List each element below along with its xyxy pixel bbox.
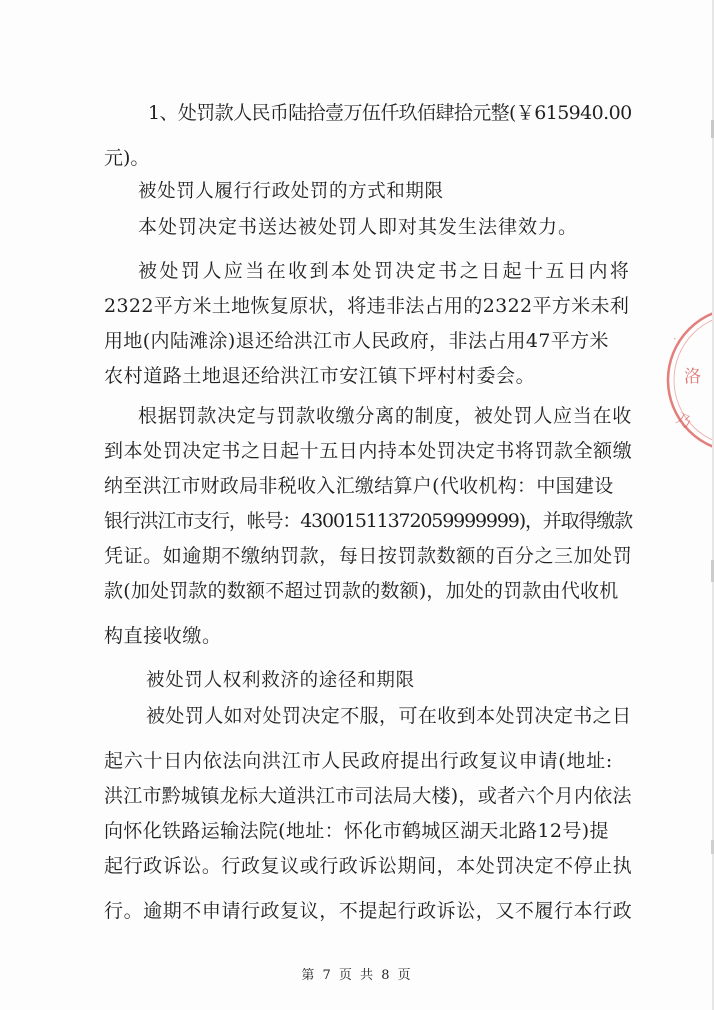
paragraph-line: 构直接收缴。: [104, 625, 222, 647]
paragraph-line: 2322平方米土地恢复原状，将违非法占用的2322平方米未利: [104, 295, 630, 317]
paragraph-line: 凭证。如逾期不缴纳罚款，每日按罚款数额的百分之三加处罚: [104, 545, 633, 567]
paragraph-line: 农村道路土地退还给洪江市安江镇下坪村村委会。: [104, 365, 536, 387]
section-heading-remedy: 被处罚人权利救济的途径和期限: [146, 670, 415, 691]
paragraph-line: 洪江市黔城镇龙标大道洪江市司法局大楼)，或者六个月内依法: [104, 785, 632, 807]
svg-text:乃: 乃: [672, 409, 695, 432]
official-seal-stamp: [662, 300, 714, 460]
paragraph-line: 被处罚人应当在收到本处罚决定书之日起十五日内将: [138, 260, 632, 282]
paragraph-line: 银行洪江市支行，帐号：43001511372059999999)，并取得缴款: [104, 510, 632, 532]
page-number-footer: 第 7 页 共 8 页: [301, 968, 413, 983]
seal-character: 洛: [684, 367, 701, 387]
paragraph-line: 行。逾期不申请行政复议，不提起行政诉讼，又不履行本行政: [104, 900, 633, 922]
paragraph-line: 用地(内陆滩涂)退还给洪江市人民政府，非法占用47平方米: [104, 330, 609, 352]
penalty-item-line-continued: 元)。: [104, 147, 150, 169]
paragraph-line: 纳至洪江市财政局非税收入汇缴结算户(代收机构：中国建设: [104, 475, 614, 497]
penalty-item-line: 1、处罚款人民币陆拾壹万伍仟玖佰肆拾元整(￥615940.00: [148, 102, 632, 124]
paragraph-line: 根据罚款决定与罚款收缴分离的制度，被处罚人应当在收: [138, 405, 633, 427]
svg-text:·: ·: [669, 332, 681, 346]
paragraph-line: 款(加处罚款的数额不超过罚款的数额)，加处的罚款由代收机: [104, 580, 619, 602]
paragraph-line: 到本处罚决定书之日起十五日内持本处罚决定书将罚款全额缴: [104, 440, 633, 462]
paragraph-line: 被处罚人如对处罚决定不服，可在收到本处罚决定书之日: [146, 705, 632, 727]
paragraph-line: 向怀化铁路运输法院(地址：怀化市鹤城区湖天北路12号)提: [104, 820, 609, 842]
scan-edge-marks: [710, 0, 714, 1010]
paragraph-line: 本处罚决定书送达被处罚人即对其发生法律效力。: [138, 216, 579, 238]
paragraph-line: 起六十日内依法向洪江市人民政府提出行政复议申请(地址:: [104, 750, 614, 772]
paragraph-line: 起行政诉讼。行政复议或行政诉讼期间，本处罚决定不停止执: [104, 855, 633, 877]
section-heading-performance: 被处罚人履行行政处罚的方式和期限: [138, 181, 444, 202]
